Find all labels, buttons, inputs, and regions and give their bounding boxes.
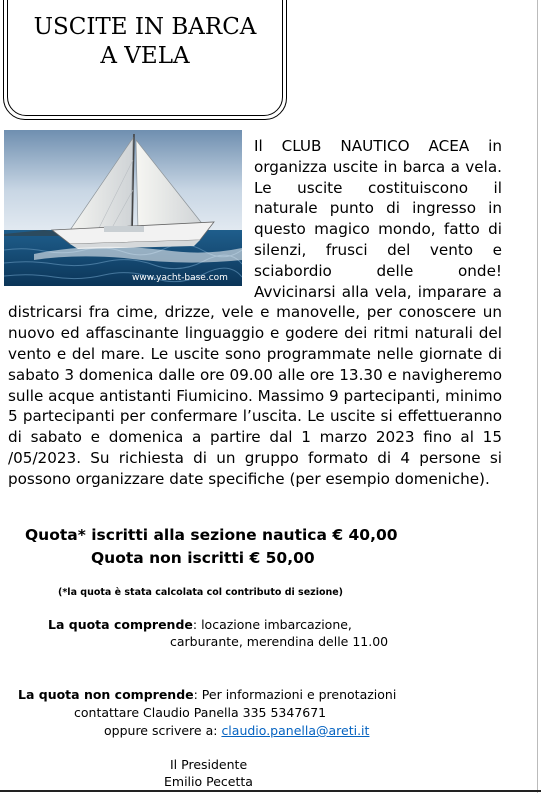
contact-line: contattare Claudio Panella 335 5347671 [74, 705, 327, 720]
title-box [3, 0, 287, 120]
includes-line-1 [48, 617, 352, 632]
email-link[interactable]: claudio.panella@areti.it [221, 723, 370, 738]
description-text: Il CLUB NAUTICO ACEA in organizza uscite in barca a vela. Le uscite costituiscono il naturale punto di ingresso in questo magico mondo, fatto di silenzi, frusci del vento e sciabordio delle onde! Avvicinarsi alla vela, imparare a districarsi fra cime, drizze, vele e manovelle, per conoscere un nuovo ed affascinante linguaggio e godere dei ritmi naturali del vento e del mare. Le uscite sono programmate nelle giornate di sabato 3 domenica dalle ore 09.00 alle ore 13.30 e navigheremo sulle acque antistanti Fiumicino. Massimo 9 partecipanti, minimo 5 partecipanti per confermare l’uscita. Le uscite si effettueranno di sabato e domenica a partire dal 1 marzo 2023 fino al 15 /05/2023. Su richiesta di un gruppo formato di 4 persone si possono organizzare date specifiche (per esempio domeniche). [8, 137, 502, 488]
price-note: (*la quota è stata calcolata col contributo di sezione) [58, 587, 344, 598]
excludes-label: La quota non comprende [18, 687, 194, 702]
bottom-rule [0, 790, 541, 792]
includes-text-1: : locazione imbarcazione, [192, 617, 352, 632]
photo-wrap-spacer [8, 136, 254, 290]
excludes-text-1: : Per informazioni e prenotazioni [193, 687, 397, 702]
price-non-members: Quota non iscritti € 50,00 [91, 549, 315, 567]
includes-text-2: carburante, merendina delle 11.00 [170, 634, 389, 649]
price-members: Quota* iscritti alla sezione nautica € 40,00 [25, 526, 398, 544]
description-paragraph [8, 136, 502, 490]
excludes-line-1 [18, 687, 396, 702]
email-prefix: oppure scrivere a: [104, 723, 222, 738]
photo-watermark: www.yacht-base.com [132, 273, 228, 283]
includes-label: La quota comprende [48, 617, 193, 632]
title-line-1: USCITE IN BARCA [33, 14, 257, 40]
page-title [4, 13, 286, 71]
title-line-2: A VELA [100, 43, 190, 69]
signature-role: Il Presidente [170, 757, 248, 772]
page-edge [537, 0, 538, 793]
email-line [104, 723, 369, 738]
signature-name: Emilio Pecetta [164, 774, 253, 789]
